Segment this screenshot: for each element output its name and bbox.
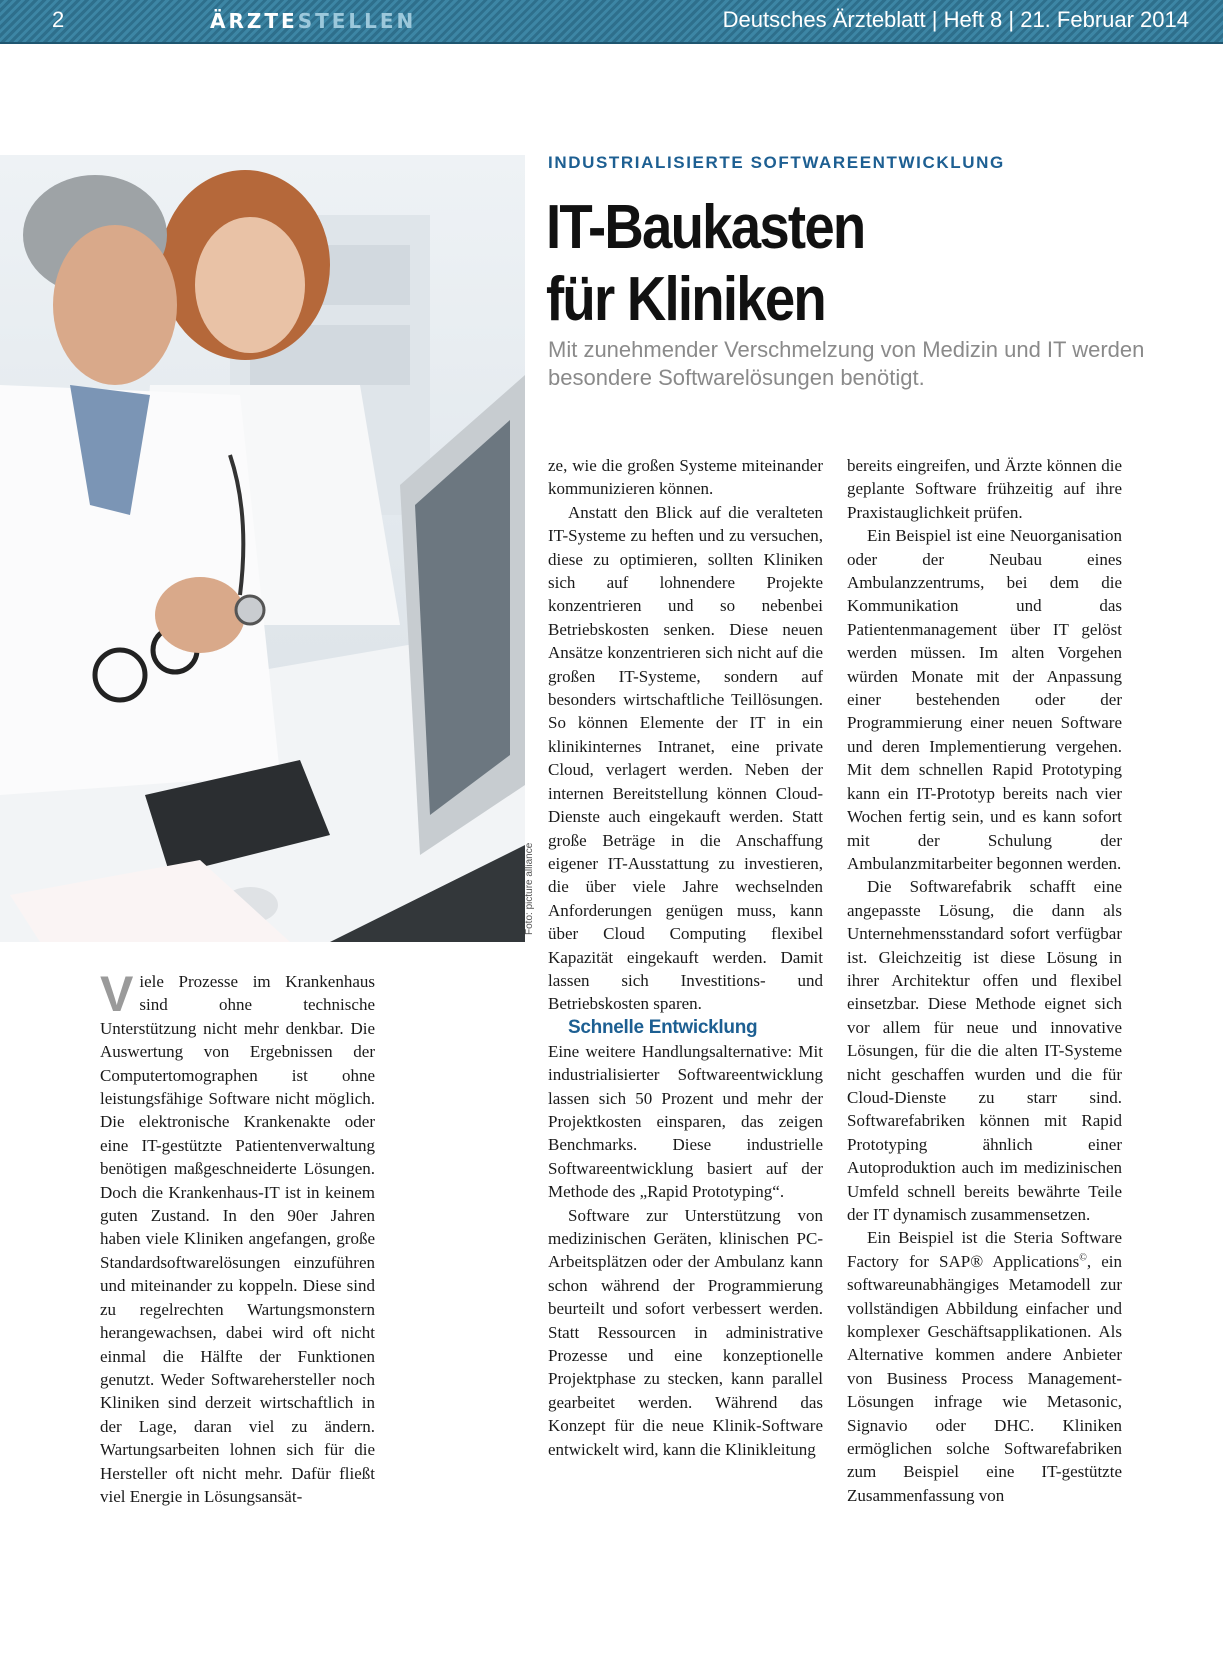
paragraph: Software zur Unterstützung von medizinischen Geräten, klinischen PC-Arbeitsplätzen oder der Ambulanz kann schon während der Programmierung beurteilt und sofort verbessert werden. Statt Ressourcen in administrative Prozesse und eine konzeptionelle Projektphase zu stecken, kann parallel gearbeitet werden. Während das Konzept für die neue Klinik-Software entwickelt wird, kann die Klinikleitung bbox=[548, 1205, 823, 1459]
paragraph bbox=[847, 1226, 1122, 1507]
paragraph: ze, wie die großen Systeme miteinander kommunizieren können. bbox=[548, 456, 823, 499]
paragraph: Anstatt den Blick auf die veralteten IT-Systeme zu heften und zu versuchen, diese zu optimieren, sollten Kliniken sich auf lohnendere Projekte konzentrieren und so nebenbei Betriebskosten senken. Diese neuen Ansätze konzentrieren sich nicht auf die großen IT-Systeme, sondern auf besonders wirtschaftliche Teillösungen. So können Elemente der IT in ein klinikinternes Intranet, eine private Cloud, verlagert werden. Neben der internen Bereitstellung können Cloud-Dienste auch eingekauft werden. Statt große Beträge in die Anschaffung eigener IT-Ausstattung zu investieren, die über viele Jahre wechselnden Anforderungen genügen muss, kann über Cloud Computing flexibel Kapazität eingekauft werden. Damit lassen sich Investitions- und Betriebskosten sparen. bbox=[548, 502, 823, 1014]
photo-man-face bbox=[53, 225, 177, 385]
paragraph: Ein Beispiel ist eine Neuorganisation oder der Neubau eines Ambulanzzentrums, bei dem die Kommunikation und das Patientenmanagement über IT gelöst werden müssen. Im alten Vorgehen würden Monate mit der Anpassung einer bestehenden oder der Programmierung einer neuen Software und deren Implementierung vergehen. Mit dem schnellen Rapid Prototyping kann ein IT-Prototyp bereits nach vier Wochen fertig sein, und es kann sofort mit der Schulung der Ambulanzmitarbeiter begonnen werden. bbox=[847, 526, 1122, 873]
header-bar bbox=[0, 0, 1223, 44]
article-deck: Mit zunehmender Verschmelzung von Medizin und IT werden besondere Softwarelösungen benötigt. bbox=[548, 337, 1145, 390]
drop-cap: V bbox=[100, 966, 134, 1022]
photo-illustration bbox=[0, 155, 525, 942]
paragraph-text: , ein softwareunabhängiges Metamodell zur vollständigen Abbildung einfacher und komplexer Geschäftsapplikationen. Als Alternative kommen andere Anbieter von Business Process Management-Lösungen infrage wie Metasonic, Signavio oder DHC. Kliniken ermöglichen solche Softwarefabriken zum Beispiel eine IT-gestützte Zusammenfassung von bbox=[847, 1251, 1122, 1505]
issue-info: Deutsches Ärzteblatt | Heft 8 | 21. Februar 2014 bbox=[722, 7, 1189, 32]
brand-part-1: ÄRZTE bbox=[210, 9, 298, 33]
article-photo bbox=[0, 155, 525, 942]
headline-line-1: IT-Baukasten bbox=[546, 193, 865, 262]
brand-part-2: STELLEN bbox=[297, 9, 417, 33]
article-kicker: INDUSTRIALISIERTE SOFTWAREENTWICKLUNG bbox=[548, 153, 1005, 172]
paragraph bbox=[100, 966, 375, 1508]
paragraph: Die Softwarefabrik schafft eine angepasste Lösung, die dann als Unternehmensstandard sofort verfügbar ist. Gleichzeitig ist diese Lösung in ihrer Architektur offen und flexibel einsetzbar. Diese Methode eignet sich vor allem für neue und innovative Lösungen, für die die alten IT-Systeme nicht geschaffen wurden und die für Cloud-Dienste zu starr sind. Softwarefabriken können mit Rapid Prototyping ähnlich einer Autoproduktion auch im medizinischen Umfeld schnell bereits bewährte Teile der IT dynamisch zusammensetzen. bbox=[847, 877, 1122, 1224]
photo-credit: Foto: picture alliance bbox=[524, 842, 535, 935]
paragraph: bereits eingreifen, und Ärzte können die geplante Software frühzeitig auf ihre Praxistauglichkeit prüfen. bbox=[847, 456, 1122, 522]
photo-woman-face bbox=[195, 217, 305, 353]
text-column-2 bbox=[548, 454, 823, 1461]
paragraph: Eine weitere Handlungsalternative: Mit industrialisierter Softwareentwicklung lassen sich 50 Prozent und mehr der Projektkosten einsparen, das zeigen Benchmarks. Diese industrielle Softwareentwicklung basiert auf der Methode des „Rapid Prototyping“. bbox=[548, 1041, 823, 1202]
page-number: 2 bbox=[52, 7, 65, 32]
paragraph-text: Ein Beispiel ist die Steria Software Factory for SAP® Applications bbox=[847, 1228, 1122, 1271]
text-column-1 bbox=[100, 966, 375, 1508]
paragraph-text: iele Prozesse im Krankenhaus sind ohne technische Unterstützung nicht mehr denkbar. Die Auswertung von Ergebnissen der Computertomographen ist ohne leistungsfähige Software nicht möglich. Die elektronische Krankenakte oder eine IT-gestützte Patientenverwaltung benötigen maßgeschneiderte Lösungen. Doch die Krankenhaus-IT ist in keinem guten Zustand. In den 90er Jahren haben viele Kliniken angefangen, große Standardsoftwarelösungen einzuführen und miteinander zu koppeln. Diese sind zu regelrechten Wartungsmonstern herangewachsen, dabei wird oft nicht einmal die Hälfte der Funktionen genutzt. Weder Softwarehersteller noch Kliniken sind derzeit wirtschaftlich in der Lage, daran viel zu ändern. Wartungsarbeiten lohnen sich für die Hersteller oft nicht mehr. Dafür fließt viel Energie in Lösungsansät- bbox=[100, 972, 375, 1506]
section-brand bbox=[210, 9, 416, 33]
headline-line-2: für Kliniken bbox=[546, 265, 825, 334]
text-column-3 bbox=[847, 454, 1122, 1507]
section-subheading: Schnelle Entwicklung bbox=[568, 1016, 758, 1038]
copyright-mark: © bbox=[1079, 1252, 1087, 1264]
article-headline bbox=[546, 192, 1118, 336]
